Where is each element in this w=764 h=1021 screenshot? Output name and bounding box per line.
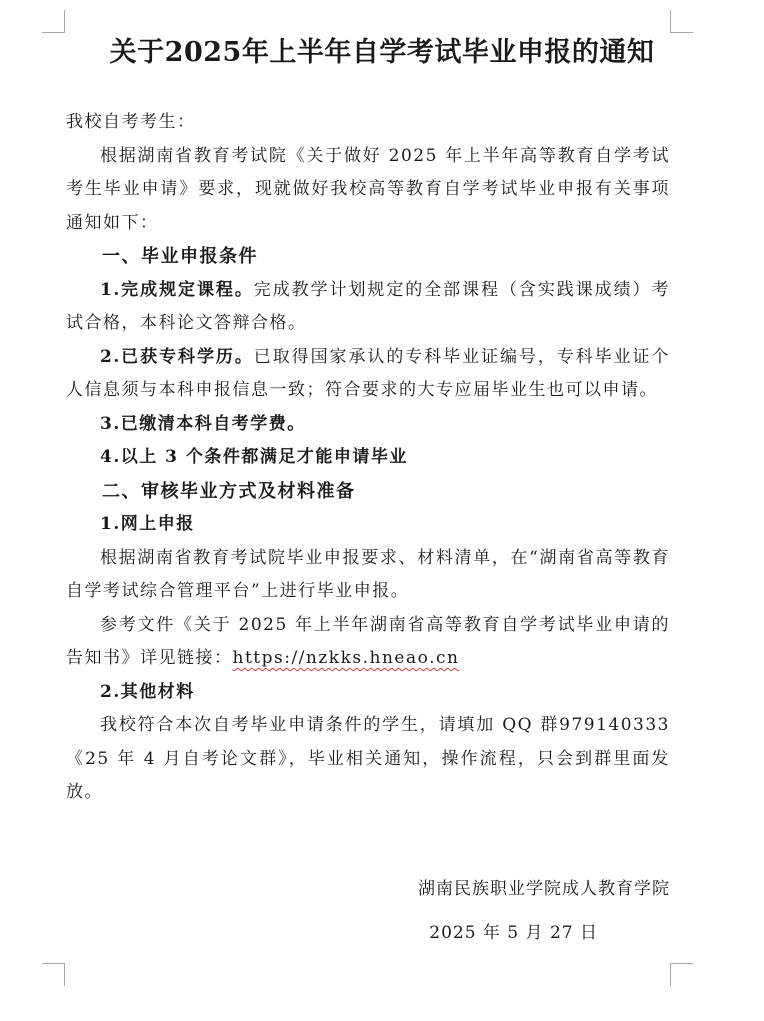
crop-mark-bottom-right xyxy=(670,963,693,986)
signature: 湖南民族职业学院成人教育学院 xyxy=(418,879,670,899)
exam-website-link[interactable]: https://nzkks.hneao.cn xyxy=(232,648,460,668)
condition-1-label: 1.完成规定课程。 xyxy=(100,279,254,300)
reference-paragraph xyxy=(66,609,670,676)
subsection-online-label: 1.网上申报 xyxy=(100,514,195,534)
document-body xyxy=(66,106,670,810)
condition-item-3: 3.已缴清本科自考学费。 xyxy=(100,413,306,434)
section2-heading: 二、审核毕业方式及材料准备 xyxy=(102,480,356,502)
reference-text: 参考文件《关于 2025 年上半年湖南省高等教育自学考试毕业申请的告知书》详见链接： xyxy=(66,614,670,668)
condition-2-label: 2.已获专科学历。 xyxy=(100,346,254,367)
issue-date: 2025 年 5 月 27 日 xyxy=(429,923,598,943)
condition-item-4: 4.以上 3 个条件都满足才能申请毕业 xyxy=(100,447,408,467)
section1-heading: 一、毕业申报条件 xyxy=(102,246,258,267)
greeting: 我校自考考生： xyxy=(66,112,196,132)
condition-1-text: 完成教学计划规定的全部课程（含实践课成绩）考试合格，本科论文答辩合格。 xyxy=(66,279,670,333)
crop-mark-bottom-left xyxy=(42,963,65,986)
qq-group-paragraph: 我校符合本次自考毕业申请条件的学生，请填加 QQ 群979140333《25 年 4 月自考论文群》，毕业相关通知，操作流程，只会到群里面发放。 xyxy=(66,715,670,802)
condition-2-text: 已取得国家承认的专科毕业证编号，专科毕业证个人信息须与本科申报信息一致；符合要求的大专应届毕业生也可以申请。 xyxy=(66,346,670,400)
intro-paragraph: 根据湖南省教育考试院《关于做好 2025 年上半年高等教育自学考试考生毕业申请》要求，现就做好我校高等教育自学考试毕业申报有关事项通知如下： xyxy=(66,145,670,233)
condition-item-1 xyxy=(66,274,670,341)
condition-item-2 xyxy=(66,341,670,408)
document-title: 关于2025年上半年自学考试毕业申报的通知 xyxy=(109,37,655,68)
online-paragraph: 根据湖南省教育考试院毕业申报要求、材料清单，在“湖南省高等教育自学考试综合管理平台”上进行毕业申报。 xyxy=(66,547,670,601)
subsection-other-label: 2.其他材料 xyxy=(100,681,195,702)
